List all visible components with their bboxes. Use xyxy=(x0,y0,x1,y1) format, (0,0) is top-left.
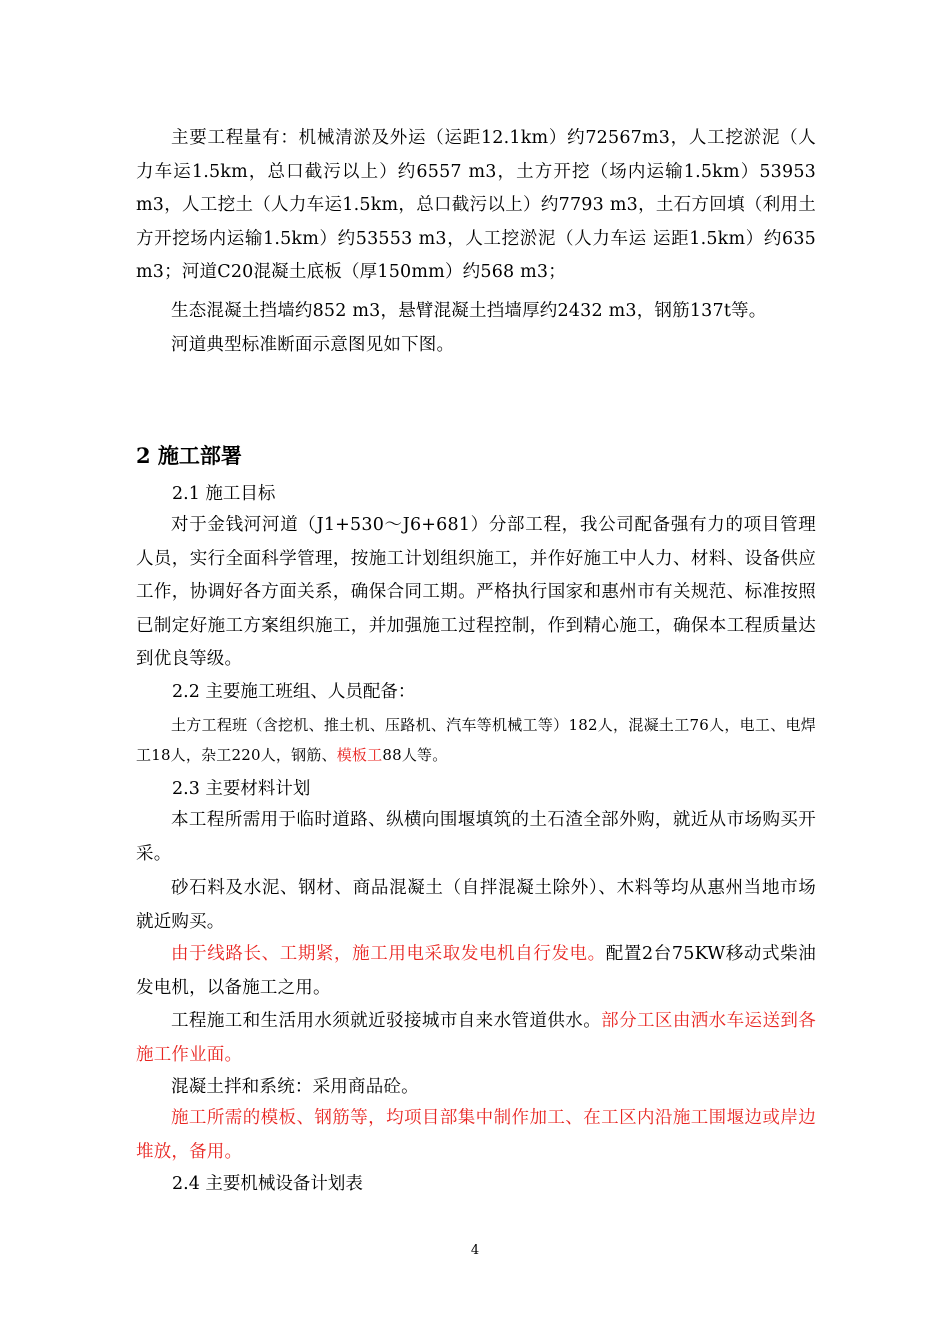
subsection-heading-2-3: 2.3 主要材料计划 xyxy=(172,779,311,799)
subsection-heading-2-2: 2.2 主要施工班组、人员配备： xyxy=(172,682,416,702)
staffing-highlight-formwork: 模板工 xyxy=(336,746,383,764)
paragraph-formwork-storage: 施工所需的模板、钢筋等，均项目部集中制作加工、在工区内沿施工围堰边或岸边堆放，备用。 xyxy=(136,1108,816,1162)
power-text: 配置2台75KW移动式柴油发电机，以备施工之用。 xyxy=(136,944,816,998)
paragraph-retaining-walls: 生态混凝土挡墙约852 m3，悬臂混凝土挡墙厚约2432 m3，钢筋137t等。 xyxy=(171,301,767,321)
staffing-text-a: 土方工程班（含挖机、推土机、压路机、汽车等机械工等）182人，混凝土工76人，电工、电焊工18人，杂工220人，钢筋、 xyxy=(136,716,816,764)
power-highlight: 由于线路长、工期紧，施工用电采取发电机自行发电。 xyxy=(171,944,606,964)
water-text: 工程施工和生活用水须就近驳接城市自来水管道供水。 xyxy=(171,1011,602,1031)
staffing-text-b: 88人等。 xyxy=(382,746,448,764)
subsection-heading-2-4: 2.4 主要机械设备计划表 xyxy=(172,1174,363,1194)
water-highlight: 部分工区由洒水车运送到各施工作业面。 xyxy=(136,1011,816,1065)
paragraph-materials-fill: 本工程所需用于临时道路、纵横向围堰填筑的土石渣全部外购，就近从市场购买开采。 xyxy=(136,810,816,864)
paragraph-figure-note: 河道典型标准断面示意图见如下图。 xyxy=(171,335,455,355)
paragraph-materials-purchase: 砂石料及水泥、钢材、商品混凝土（自拌混凝土除外）、木料等均从惠州当地市场就近购买。 xyxy=(136,878,816,932)
paragraph-water-supply xyxy=(136,1005,816,1072)
section-heading-2: 2 施工部署 xyxy=(136,443,242,468)
paragraph-concrete-system: 混凝土拌和系统：采用商品砼。 xyxy=(171,1077,419,1097)
paragraph-quantities: 主要工程量有：机械清淤及外运（运距12.1km）约72567m3，人工挖淤泥（人力车运1.5km，总口截污以上）约6557 m3，土方开挖（场内运输1.5km）53953 m3，人工挖土（人力车运1.5km，总口截污以上）约7793 m3，土石方回填（利用土方开挖场内运输1.5km）约53553 m3，人工挖淤泥（人力车运 运距1.5km）约635 m3；河道C20混凝土底板（厚150mm）约568 m3； xyxy=(136,128,816,282)
paragraph-power-supply xyxy=(136,938,816,1005)
page-number: 4 xyxy=(470,1243,480,1258)
paragraph-construction-goals: 对于金钱河河道（J1+530～J6+681）分部工程，我公司配备强有力的项目管理人员，实行全面科学管理，按施工计划组织施工，并作好施工中人力、材料、设备供应工作，协调好各方面关系，确保合同工期。严格执行国家和惠州市有关规范、标准按照已制定好施工方案组织施工，并加强施工过程控制，作到精心施工，确保本工程质量达到优良等级。 xyxy=(136,515,816,669)
paragraph-staffing xyxy=(136,710,816,770)
subsection-heading-2-1: 2.1 施工目标 xyxy=(172,484,276,504)
